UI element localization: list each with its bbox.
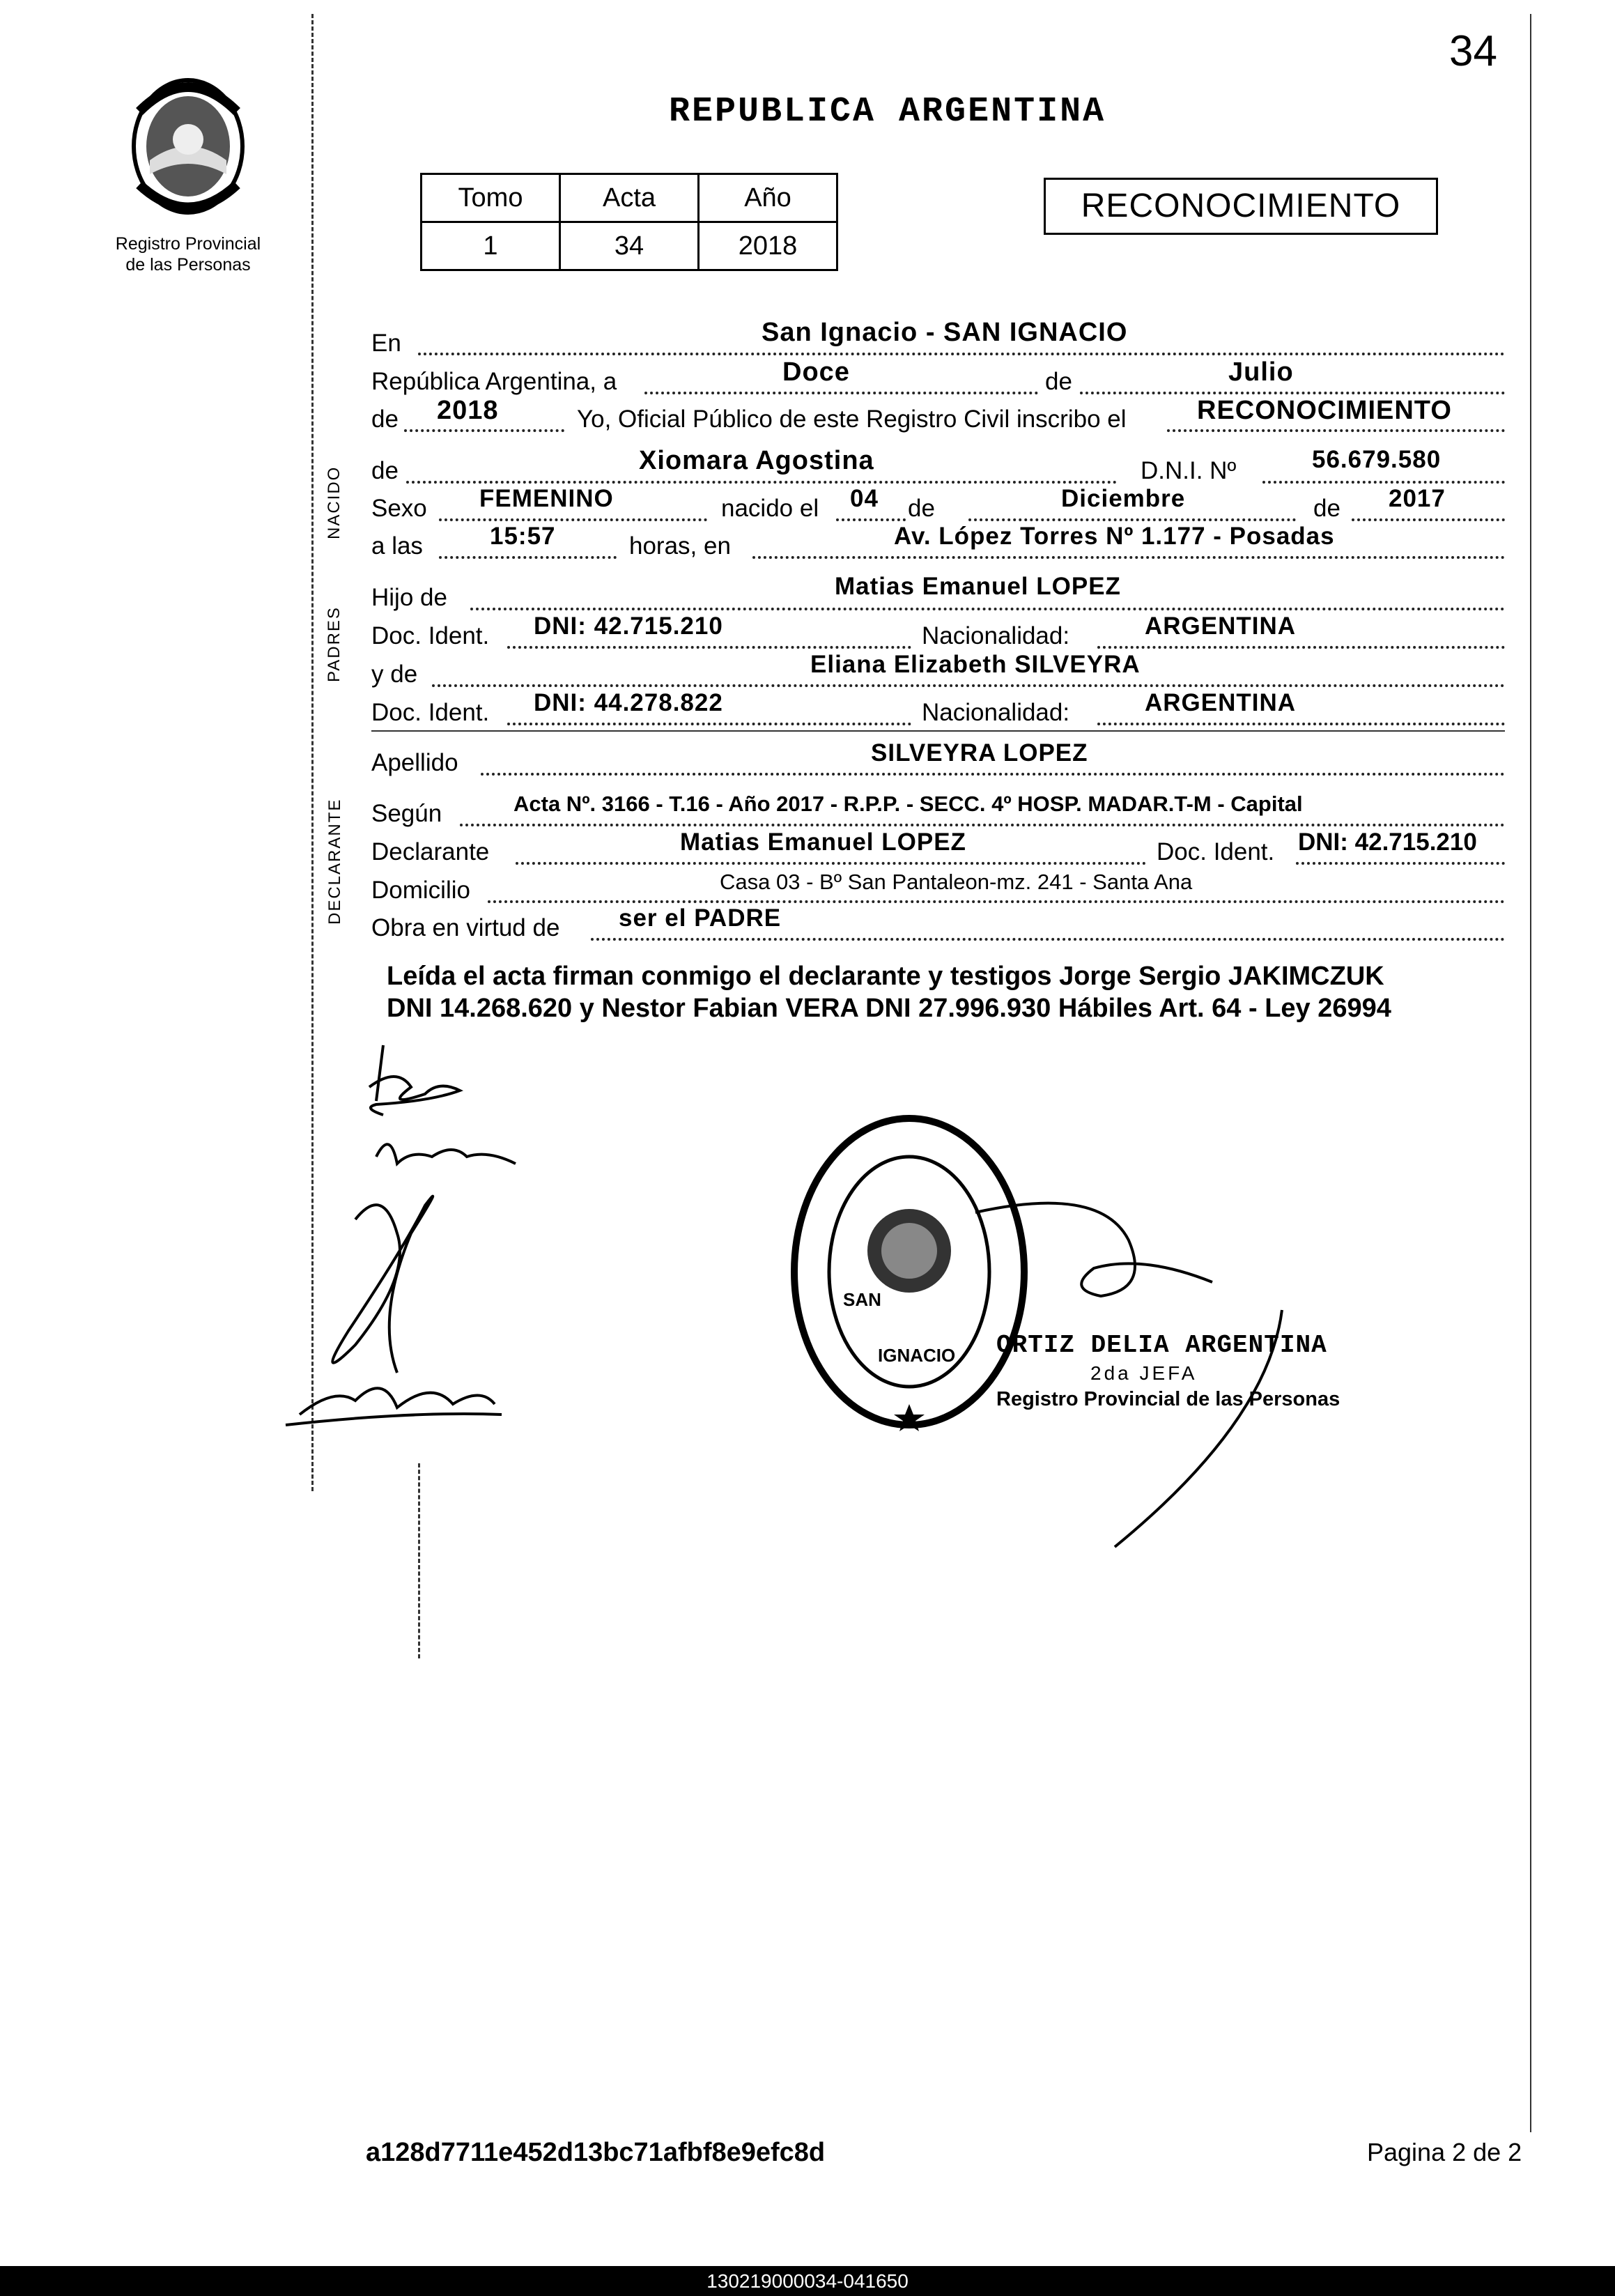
value-lugar: San Ignacio - SAN IGNACIO [762, 318, 1128, 347]
province-seal [118, 70, 258, 230]
value-obra: ser el PADRE [619, 904, 782, 932]
label-dni: D.N.I. Nº [1141, 457, 1237, 484]
label-nacido-el: nacido el [721, 495, 819, 522]
label-hijo-de: Hijo de [371, 584, 447, 611]
label-de-dia: de [908, 495, 935, 522]
label-doc-ident-1: Doc. Ident. [371, 622, 490, 649]
value-dni: 56.679.580 [1312, 446, 1442, 473]
document-hash: a128d7711e452d13bc71afbf8e9efc8d [366, 2138, 826, 2167]
record-type-box: RECONOCIMIENTO [1044, 178, 1438, 235]
value-nombre: Xiomara Agostina [639, 446, 874, 475]
label-doc-ident-3: Doc. Ident. [1157, 838, 1275, 865]
label-de-byear: de [1313, 495, 1340, 522]
label-nacionalidad-2: Nacionalidad: [922, 699, 1070, 726]
label-de-nombre: de [371, 457, 399, 484]
label-horas-en: horas, en [629, 532, 731, 560]
side-label-declarante: DECLARANTE [325, 798, 344, 925]
value-nac-anio: 2017 [1389, 485, 1446, 512]
value-dia: Doce [782, 357, 850, 387]
value-declarante: Matias Emanuel LOPEZ [680, 829, 966, 856]
label-apellido: Apellido [371, 749, 458, 776]
margin-line-lower [418, 1463, 420, 1658]
handwritten-signatures [272, 1024, 564, 1442]
label-de-anio: de [371, 406, 399, 433]
table-cell: 1 [422, 222, 560, 270]
value-madre: Eliana Elizabeth SILVEYRA [810, 651, 1141, 678]
label-sexo: Sexo [371, 495, 427, 522]
value-padre: Matias Emanuel LOPEZ [835, 573, 1121, 600]
tomo-acta-table [420, 173, 838, 271]
table-header: Año [699, 174, 837, 222]
value-madre-nac: ARGENTINA [1145, 689, 1297, 716]
table-cell: 2018 [699, 222, 837, 270]
table-cell: 34 [560, 222, 699, 270]
page-indicator: Pagina 2 de 2 [1367, 2138, 1522, 2166]
value-mes: Julio [1228, 357, 1294, 387]
label-de-mes: de [1045, 368, 1072, 395]
value-hora: 15:57 [490, 523, 556, 550]
table-header: Tomo [422, 174, 560, 222]
table-header: Acta [560, 174, 699, 222]
label-republica: República Argentina, a [371, 368, 617, 395]
right-border [1530, 14, 1531, 2132]
label-obra: Obra en virtud de [371, 914, 560, 941]
closing-text: Leída el acta firman conmigo el declarante y testigos Jorge Sergio JAKIMCZUK DNI 14.268.620 y Nestor Fabian VERA DNI 27.996.930 Hábiles Art. 64 - Ley 26994 [387, 962, 1391, 1023]
value-madre-doc: DNI: 44.278.822 [534, 689, 723, 716]
value-apellido: SILVEYRA LOPEZ [871, 739, 1088, 766]
stamp-center-ignacio: IGNACIO [878, 1345, 956, 1366]
label-doc-ident-2: Doc. Ident. [371, 699, 490, 726]
page-number: 34 [1449, 27, 1497, 75]
value-sexo: FEMENINO [479, 485, 614, 512]
value-acto: RECONOCIMIENTO [1197, 396, 1452, 425]
label-domicilio: Domicilio [371, 877, 470, 904]
side-label-nacido: NACIDO [325, 465, 343, 539]
registry-name: Registro Provincial de las Personas [115, 234, 261, 275]
label-yo: Yo, Oficial Público de este Registro Civil inscribo el [577, 406, 1127, 433]
barcode-text: 130219000034-041650 [706, 2270, 909, 2292]
officer-office: Registro Provincial de las Personas [996, 1388, 1340, 1410]
value-domicilio: Casa 03 - Bº San Pantaleon-mz. 241 - Santa Ana [720, 870, 1193, 894]
label-segun: Según [371, 800, 442, 827]
value-segun: Acta Nº. 3166 - T.16 - Año 2017 - R.P.P. - SECC. 4º HOSP. MADAR.T-M - Capital [513, 792, 1303, 816]
value-padre-nac: ARGENTINA [1145, 612, 1297, 640]
stamp-center-san: SAN [843, 1289, 881, 1310]
label-declarante: Declarante [371, 838, 490, 865]
officer-role: 2da JEFA [1090, 1362, 1198, 1384]
value-declarante-doc: DNI: 42.715.210 [1298, 829, 1477, 856]
label-en: En [371, 330, 401, 357]
value-padre-doc: DNI: 42.715.210 [534, 612, 723, 640]
label-a-las: a las [371, 532, 423, 560]
bottom-bar [0, 2266, 1615, 2296]
document-title: REPUBLICA ARGENTINA [669, 92, 1106, 132]
value-lugar-nac: Av. López Torres Nº 1.177 - Posadas [894, 523, 1335, 550]
label-nacionalidad-1: Nacionalidad: [922, 622, 1070, 649]
value-anio: 2018 [437, 396, 499, 425]
officer-name: ORTIZ DELIA ARGENTINA [996, 1331, 1327, 1359]
side-label-padres: PADRES [325, 606, 343, 682]
value-nac-dia: 04 [850, 485, 879, 512]
label-y-de: y de [371, 661, 418, 688]
value-nac-mes: Diciembre [1061, 485, 1186, 512]
